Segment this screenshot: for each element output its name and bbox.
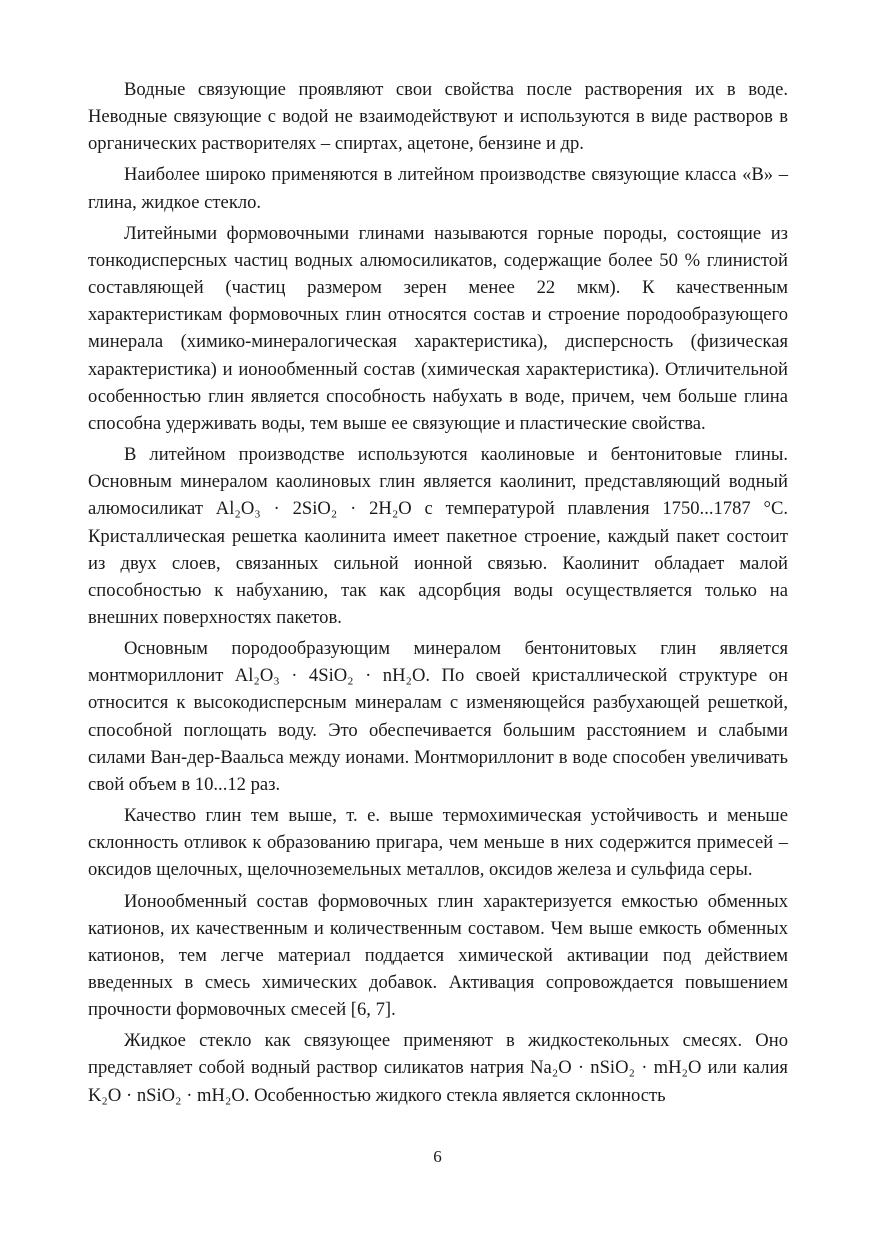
paragraph-montmorillonite: Основным породообразующим минералом бентонитовых глин является монтмориллонит Al₂O₃ · 4SiO₂ · nH₂O. По своей кристаллической структуре он относится к высокодисперсным минералам с изменяющейся разбухающей решеткой, способной поглощать воду. Это обеспечивается большим расстоянием и слабыми силами Ван-дер-Ваальса между ионами. Монтмориллонит в воде способен увеличивать свой объем в 10...12 раз. — [88, 638, 788, 795]
paragraph-class-b-binders: Наиболее широко применяются в литейном производстве связующие класса «В» – глина, жидкое стекло. — [88, 164, 788, 213]
document-page — [88, 76, 788, 1109]
paragraph-binders-water: Водные связующие проявляют свои свойства после растворения их в воде. Неводные связующие с водой не взаимодействуют и используются в виде растворов в органических растворителях – спиртах, ацетоне, бензине и др. — [88, 79, 788, 155]
paragraph-liquid-glass: Жидкое стекло как связующее применяют в жидкостекольных смесях. Оно представляет собой водный раствор силикатов натрия Na₂O · nSiO₂ · mH₂O или калия K₂O · nSiO₂ · mH₂O. Особенностью жидкого стекла является склонность — [88, 1030, 788, 1106]
paragraph-foundry-clays: Литейными формовочными глинами называются горные породы, состоящие из тонкодисперсных частиц водных алюмосиликатов, содержащие более 50 % глинистой составляющей (частиц размером зерен менее 22 мкм). К качественным характеристикам формовочных глин относятся состав и строение породообразующего минерала (химико-минералогическая характеристика), дисперсность (физическая характеристика) и ионообменный состав (химическая характеристика). Отличительной особенностью глин является способность набухать в воде, причем, чем больше глина способна удерживать воды, тем выше ее связующие и пластические свойства. — [88, 222, 788, 434]
paragraph-kaolin-clays: В литейном производстве используются каолиновые и бентонитовые глины. Основным минералом каолиновых глин является каолинит, представляющий водный алюмосиликат Al₂O₃ · 2SiO₂ · 2H₂O с температурой плавления 1750...1787 °С. Кристаллическая решетка каолинита имеет пакетное строение, каждый пакет состоит из двух слоев, связанных сильной ионной связью. Каолинит обладает малой способностью к набуханию, так как адсорбция воды осуществляется только на внешних поверхностях пакетов. — [88, 444, 788, 628]
paragraph-clay-quality: Качество глин тем выше, т. е. выше термохимическая устойчивость и меньше склонность отливок к образованию пригара, чем меньше в них содержится примесей – оксидов щелочных, щелочноземельных металлов, оксидов железа и сульфида серы. — [88, 805, 788, 881]
page-number: 6 — [433, 1147, 442, 1166]
paragraph-ion-exchange: Ионообменный состав формовочных глин характеризуется емкостью обменных катионов, их качественным и количественным составом. Чем выше емкость обменных катионов, тем легче материал поддается химической активации под действием введенных в смесь химических добавок. Активация сопровождается повышением прочности формовочных смесей [6, 7]. — [88, 890, 788, 1021]
